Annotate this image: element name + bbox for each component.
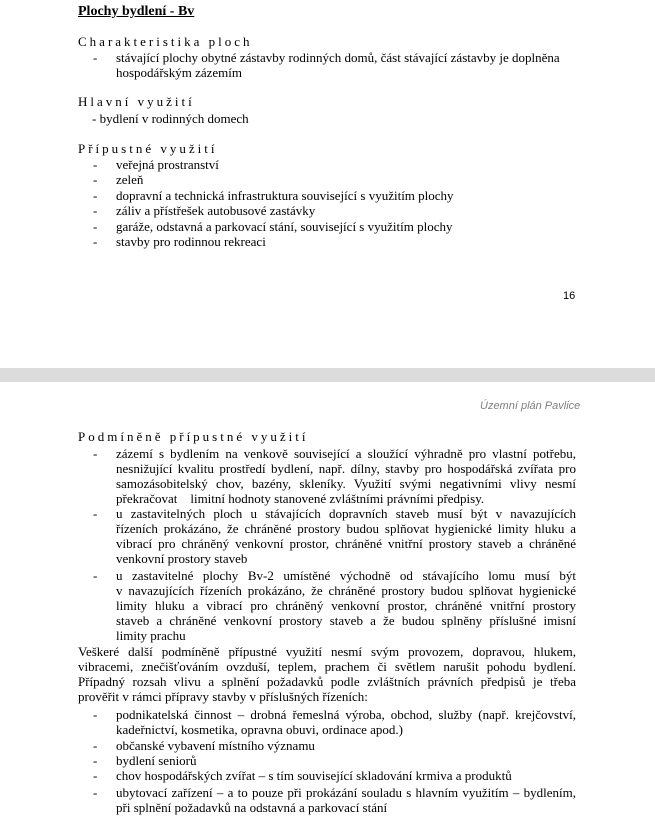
list-dash: - xyxy=(93,753,98,768)
list-dash: - xyxy=(93,785,98,800)
list-dash: - xyxy=(93,738,98,753)
characteristics-line: stávající plochy obytné zástavby rodinných domů, část stávající zástavby je doplněna xyxy=(116,50,560,65)
list-dash: - xyxy=(93,50,98,65)
list-item: občanské vybavení místního významu xyxy=(116,738,315,753)
document-page-17 xyxy=(0,382,655,822)
list-dash: - xyxy=(93,768,98,783)
conditional-use-heading: Podmíněně přípustné využití xyxy=(78,429,309,444)
list-dash: - xyxy=(93,157,98,172)
characteristics-heading: Charakteristika ploch xyxy=(78,34,253,49)
list-item: záliv a přístřešek autobusové zastávky xyxy=(116,203,316,218)
main-use-heading: Hlavní využití xyxy=(78,94,195,109)
list-dash: - xyxy=(93,188,98,203)
list-item: ubytovací zařízení – a to pouze při prokázání souladu s hlavním využitím – bydlením, při splnění požadavků na odstavná a parkovací stání xyxy=(116,785,576,815)
list-dash: - xyxy=(93,172,98,187)
list-item: zeleň xyxy=(116,172,144,187)
page-header: Územní plán Pavlice xyxy=(480,400,581,412)
list-dash: - xyxy=(93,219,98,234)
list-item: veřejná prostranství xyxy=(116,157,219,172)
list-item: dopravní a technická infrastruktura související s využitím plochy xyxy=(116,188,454,203)
conditional-item-2: u zastavitelných ploch u stávajících dopravních staveb musí být v navazujících řízeních prokázáno, že chráněné prostory budou splňovat hygienické limity hluku a vibrací pro chráněný venkovní prostor, chráněné vnitřní prostory staveb a chráněné venkovní prostory staveb xyxy=(116,506,576,566)
list-dash: - xyxy=(93,707,98,722)
list-dash: - xyxy=(93,506,98,521)
list-dash: - xyxy=(93,234,98,249)
list-item: bydlení seniorů xyxy=(116,753,197,768)
main-use-item: - bydlení v rodinných domech xyxy=(92,111,249,126)
list-item: chov hospodářských zvířat – s tím související skladování krmiva a produktů xyxy=(116,768,512,783)
characteristics-line: hospodářským zázemím xyxy=(116,65,242,80)
list-dash: - xyxy=(93,203,98,218)
conditional-item-3: u zastavitelné plochy Bv-2 umístěné východně od stávajícího lomu musí být v navazujících řízeních prokázáno, že chráněné prostory budou splňovat hygienické limity hluku a vibrací pro chráněný venkovní prostor, chráněné vnitřní prostory staveb a chráněné venkovní prostory staveb a že budou splněny příslušné imisní limity prachu xyxy=(116,568,576,643)
list-dash: - xyxy=(93,446,98,461)
document-page-16 xyxy=(0,0,655,368)
list-item: garáže, odstavná a parkovací stání, související s využitím plochy xyxy=(116,219,453,234)
conditional-item-1: zázemí s bydlením na venkově související a sloužící výhradně pro vlastní potřebu, nesnižující kvalitu prostředí bydlení, např. dílny, stavby pro hospodářská zvířata pro samozásobitelský chov, bazény, skleníky. Využití svými negativními vlivy nesmí překračovat limitní hodnoty stanovené zvláštními právními předpisy. xyxy=(116,446,576,506)
page-number: 16 xyxy=(563,290,576,302)
allowed-use-heading: Přípustné využití xyxy=(78,141,218,156)
page-separator xyxy=(0,368,655,382)
conditions-paragraph: Veškeré další podmíněně přípustné využití nesmí svým provozem, dopravou, hlukem, vibracemi, znečišťováním ovzduší, teplem, prachem či světlem narušit pohodu bydlení. Případný rozsah vlivu a splnění požadavků podle zvláštních právních předpisů je třeba prověřit v rámci přípravy stavby v příslušných řízeních: xyxy=(78,644,576,704)
list-dash: - xyxy=(93,568,98,583)
list-item: podnikatelská činnost – drobná řemeslná výroba, obchod, služby (např. krejčovství, kadeřnictví, kosmetika, opravna obuvi, ordinace apod.) xyxy=(116,707,576,737)
list-item: stavby pro rodinnou rekreaci xyxy=(116,234,266,249)
section-title: Plochy bydlení - Bv xyxy=(78,4,195,19)
